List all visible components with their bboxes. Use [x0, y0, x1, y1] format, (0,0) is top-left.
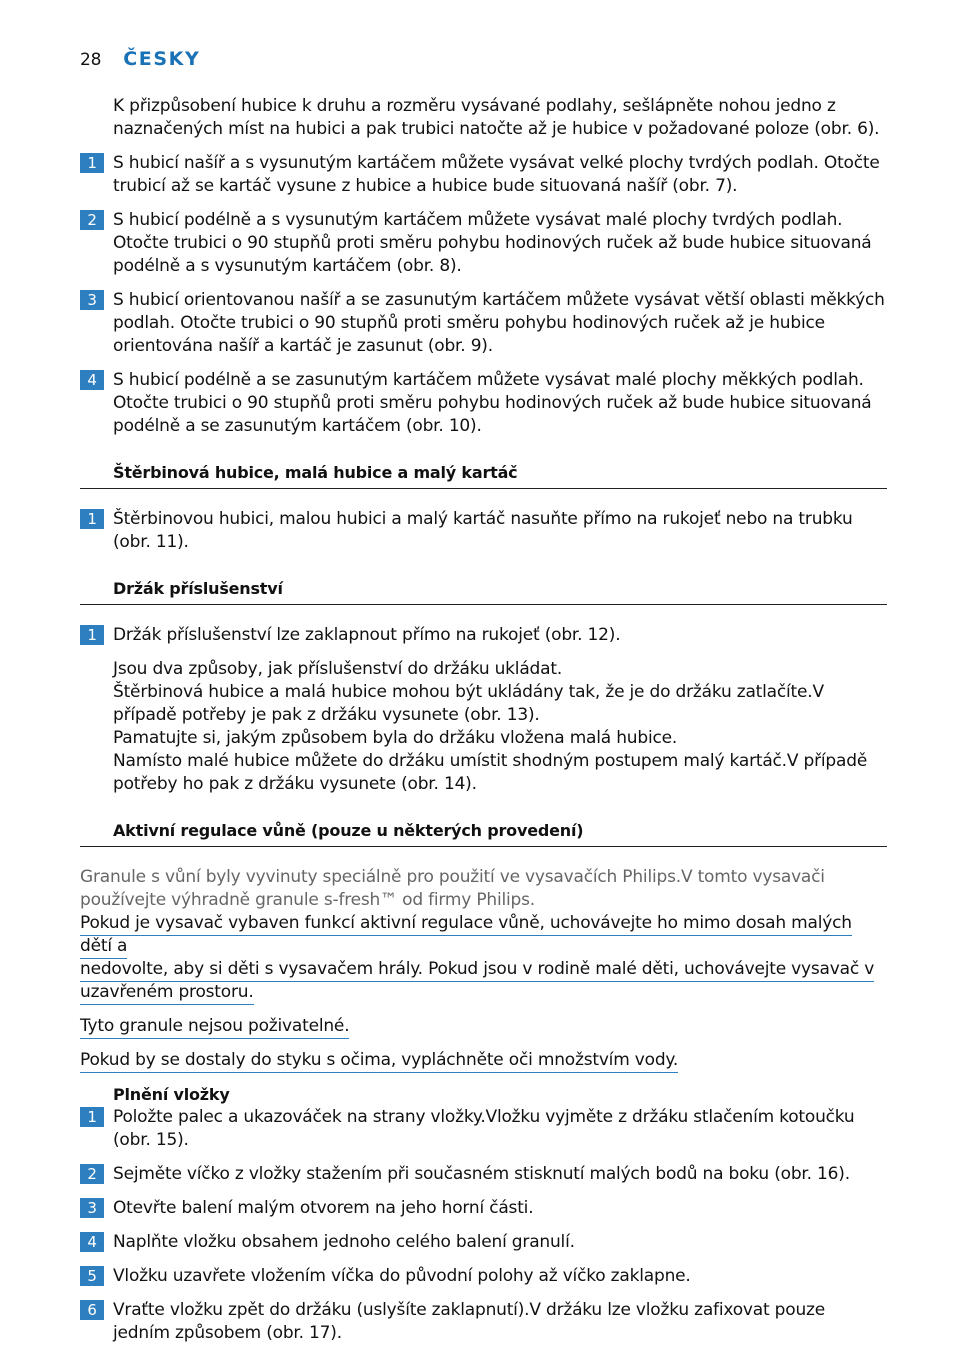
warning-eyes	[80, 1049, 954, 1072]
step-text: S hubicí orientovanou našíř a se zasunutým kartáčem můžete vysávat větší oblasti měkkých podlah. Otočte trubici o 90 stupňů proti směru pohybu hodinových ruček až je hubice orientována našíř a kartáč je zasunut (obr. 9).	[113, 290, 885, 356]
section-heading-fill: Plnění vložky	[113, 1085, 230, 1104]
note-text: Namísto malé hubice můžete do držáku umístit shodným postupem malý kartáč.V případě potřeby ho pak z držáku vysunete (obr. 14).	[113, 751, 868, 794]
step-text: Štěrbinovou hubici, malou hubici a malý kartáč nasuňte přímo na rukojeť nebo na trubku (obr. 11).	[113, 509, 853, 552]
step-text: Držák příslušenství lze zaklapnout přímo na rukojeť (obr. 12).	[113, 625, 621, 645]
step-number-badge: 6	[80, 1300, 104, 1320]
step-text: Naplňte vložku obsahem jednoho celého balení granulí.	[113, 1232, 575, 1252]
page-header	[80, 48, 200, 74]
note-text: Jsou dva způsoby, jak příslušenství do držáku ukládat.	[113, 659, 563, 679]
nozzle-step	[0, 289, 954, 358]
step-text: Položte palec a ukazováček na strany vložky.Vložku vyjměte z držáku stlačením kotoučku (obr. 15).	[113, 1107, 855, 1150]
step-text: S hubicí našíř a s vysunutým kartáčem můžete vysávat velké plochy tvrdých podlah. Otočte trubicí až se kartáč vysune z hubice a hubice bude situovaná našíř (obr. 7).	[113, 153, 880, 196]
warning-line: nedovolte, aby si děti s vysavačem hrály. Pokud jsou v rodině malé děti, uchovávejte vysavač v	[80, 959, 874, 982]
fill-step	[0, 1197, 954, 1220]
section-heading-scent: Aktivní regulace vůně (pouze u některých provedení)	[80, 820, 887, 847]
holder-notes	[0, 658, 954, 796]
step-text: Vraťte vložku zpět do držáku (uslyšíte zaklapnutí).V držáku lze vložku zafixovat pouze jedním způsobem (obr. 17).	[113, 1300, 825, 1343]
scent-info	[80, 866, 954, 1004]
step-number-badge: 4	[80, 1232, 104, 1252]
step-number-badge: 1	[80, 625, 104, 645]
step-text: Sejměte víčko z vložky stažením při současném stisknutí malých bodů na boku (obr. 16).	[113, 1164, 850, 1184]
warning-text: Tyto granule nejsou poživatelné.	[80, 1016, 349, 1039]
step-number-badge: 3	[80, 1198, 104, 1218]
step-text: Otevřte balení malým otvorem na jeho horní části.	[113, 1198, 534, 1218]
step-number-badge: 2	[80, 210, 104, 230]
warning-text: Pokud by se dostaly do styku s očima, vypláchněte oči množstvím vody.	[80, 1050, 678, 1073]
fill-step	[0, 1265, 954, 1288]
step-text: Vložku uzavřete vložením víčka do původní polohy až víčko zaklapne.	[113, 1266, 691, 1286]
fill-step	[0, 1106, 954, 1152]
step-number-badge: 5	[80, 1266, 104, 1286]
intro-paragraph	[0, 95, 954, 141]
fill-step	[0, 1299, 954, 1345]
note-text: Pamatujte si, jakým způsobem byla do držáku vložena malá hubice.	[113, 728, 678, 748]
step-number-badge: 1	[80, 509, 104, 529]
section-heading-crevice: Štěrbinová hubice, malá hubice a malý kartáč	[80, 462, 887, 489]
nozzle-step	[0, 369, 954, 438]
intro-text: K přizpůsobení hubice k druhu a rozměru vysávané podlahy, sešlápněte nohou jedno z naznačených míst na hubici a pak trubici natočte až je hubice v požadované poloze (obr. 6).	[113, 96, 880, 139]
warning-line: Pokud je vysavač vybaven funkcí aktivní regulace vůně, uchovávejte ho mimo dosah malých dětí a	[80, 913, 852, 959]
step-number-badge: 3	[80, 290, 104, 310]
warning-line: uzavřeném prostoru.	[80, 982, 254, 1005]
step-number-badge: 1	[80, 153, 104, 173]
language-title: ČESKY	[123, 48, 201, 70]
step-number-badge: 2	[80, 1164, 104, 1184]
step-number-badge: 1	[80, 1107, 104, 1127]
fill-step	[0, 1231, 954, 1254]
warning-not-edible	[80, 1015, 954, 1038]
nozzle-step	[0, 152, 954, 198]
info-text: Granule s vůní byly vyvinuty speciálně pro použití ve vysavačích Philips.V tomto vysavači používejte výhradně granule s-fresh™ od firmy Philips.	[80, 867, 825, 910]
crevice-step	[0, 508, 954, 554]
section-heading-holder: Držák příslušenství	[80, 578, 887, 605]
page-number: 28	[80, 50, 102, 70]
warning-paragraph	[80, 912, 887, 1004]
fill-step	[0, 1163, 954, 1186]
nozzle-step	[0, 209, 954, 278]
step-text: S hubicí podélně a s vysunutým kartáčem můžete vysávat malé plochy tvrdých podlah. Otočte trubici o 90 stupňů proti směru pohybu hodinových ruček až bude hubice situovaná podélně a s vysunutým kartáčem (obr. 8).	[113, 210, 872, 276]
page-content	[0, 95, 954, 1356]
step-text: S hubicí podélně a se zasunutým kartáčem můžete vysávat malé plochy měkkých podlah. Otočte trubici o 90 stupňů proti směru pohybu hodinových ruček až bude hubice situovaná podélně a se zasunutým kartáčem (obr. 10).	[113, 370, 872, 436]
holder-step	[0, 624, 954, 647]
note-text: Štěrbinová hubice a malá hubice mohou být ukládány tak, že je do držáku zatlačíte.V případě potřeby je pak z držáku vysunete (obr. 13).	[113, 682, 824, 725]
step-number-badge: 4	[80, 370, 104, 390]
